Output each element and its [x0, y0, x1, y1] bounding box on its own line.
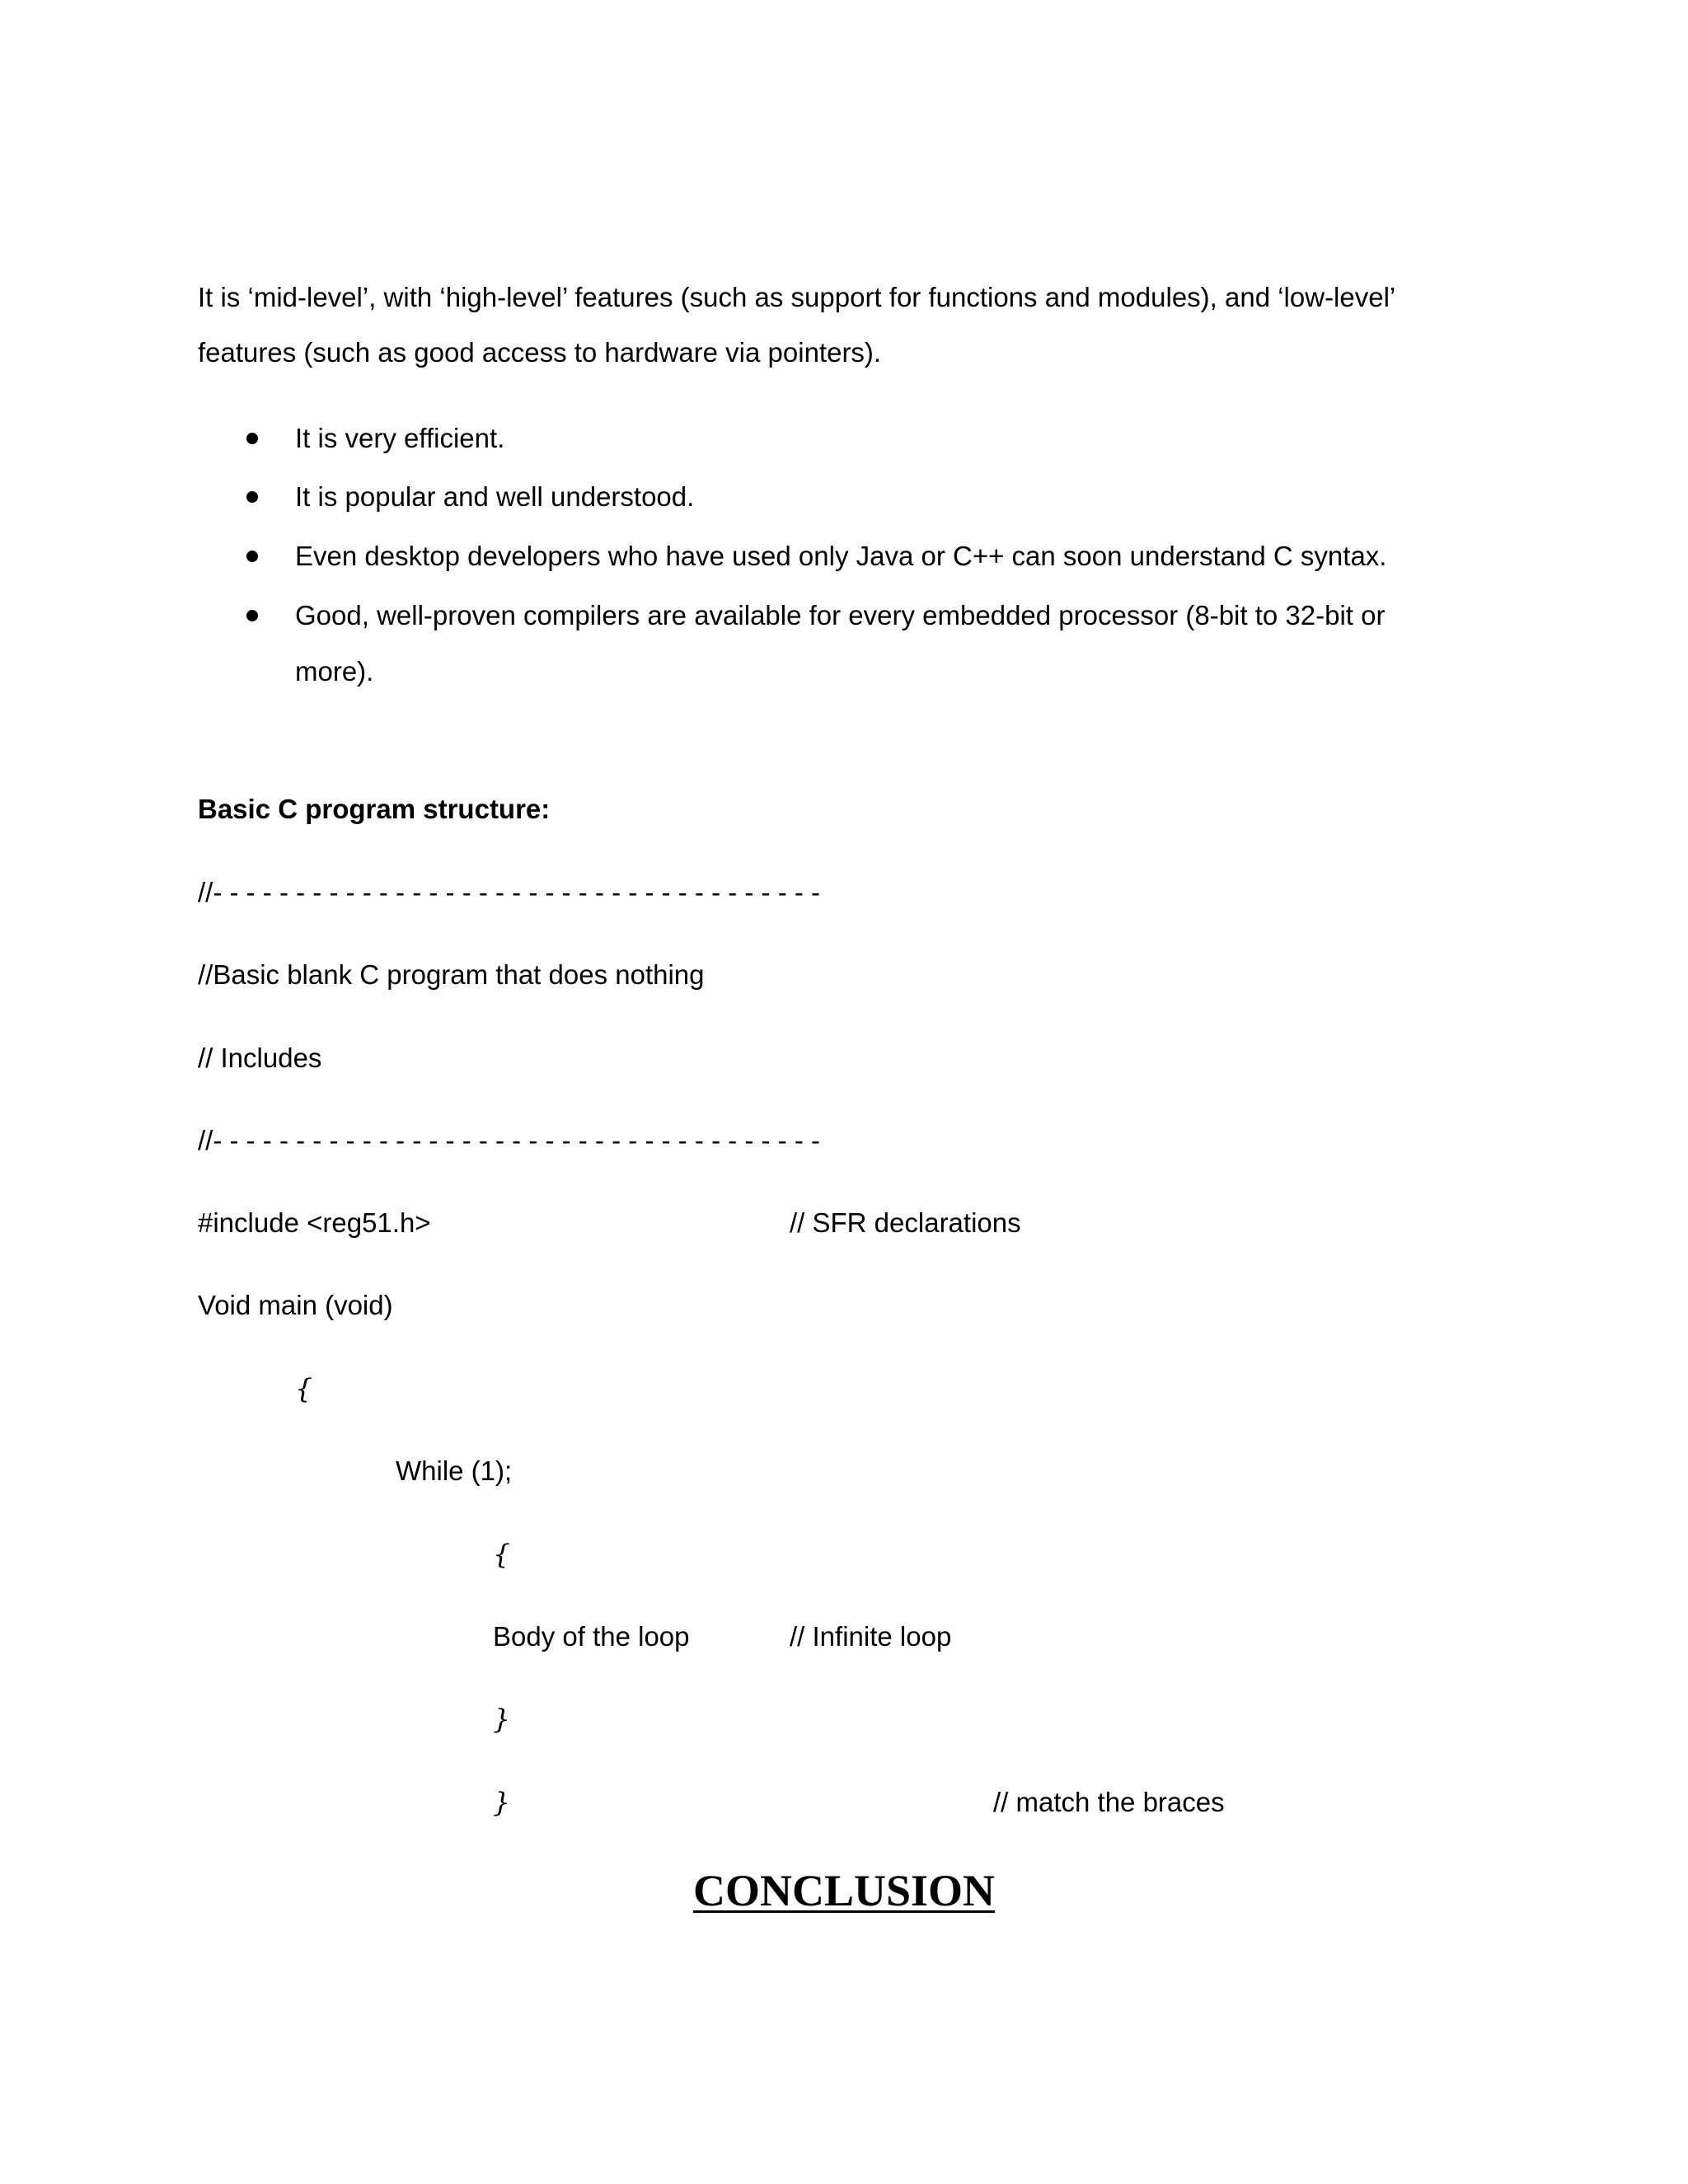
conclusion-heading-text: CONCLUSION [692, 1866, 996, 1915]
code-include: #include <reg51.h> [198, 1207, 431, 1238]
code-brace: } [493, 1703, 510, 1735]
conclusion-heading [0, 1864, 1688, 1917]
section-heading: Basic C program structure: [198, 794, 551, 824]
bullet-icon [246, 610, 258, 621]
list-item: Even desktop developers who have used only Java or C++ can soon understand C syntax. [295, 541, 1387, 571]
bullet-icon [246, 491, 258, 503]
list-item: It is popular and well understood. [295, 481, 695, 512]
code-brace: { [493, 1538, 510, 1570]
code-comment: //Basic blank C program that does nothing [198, 959, 705, 990]
intro-paragraph: It is ‘mid-level’, with ‘high-level’ features (such as support for functions and modules), and ‘low-level’ features (such as good access to hardware via pointers). [198, 282, 1395, 368]
list-item: It is very efficient. [295, 423, 505, 453]
code-while: While (1); [396, 1455, 513, 1486]
code-comment: // SFR declarations [790, 1207, 1021, 1238]
code-separator: //- - - - - - - - - - - - - - - - - - - - - - - - - - - - - - - - - - - - - [198, 877, 821, 907]
code-brace: { [295, 1372, 312, 1404]
code-comment: // match the braces [993, 1787, 1225, 1817]
code-comment: // Infinite loop [790, 1621, 952, 1652]
bullet-icon [246, 433, 258, 444]
code-brace: } [493, 1786, 510, 1818]
code-comment: // Includes [198, 1043, 322, 1073]
code-body: Body of the loop [493, 1621, 690, 1652]
list-item: Good, well-proven compilers are available for every embedded processor (8-bit to 32-bit or [295, 600, 1386, 630]
list-item-continuation: more). [295, 656, 374, 687]
code-separator: //- - - - - - - - - - - - - - - - - - - - - - - - - - - - - - - - - - - - - [198, 1125, 821, 1155]
bullet-icon [246, 551, 258, 562]
code-main: Void main (void) [198, 1290, 393, 1320]
